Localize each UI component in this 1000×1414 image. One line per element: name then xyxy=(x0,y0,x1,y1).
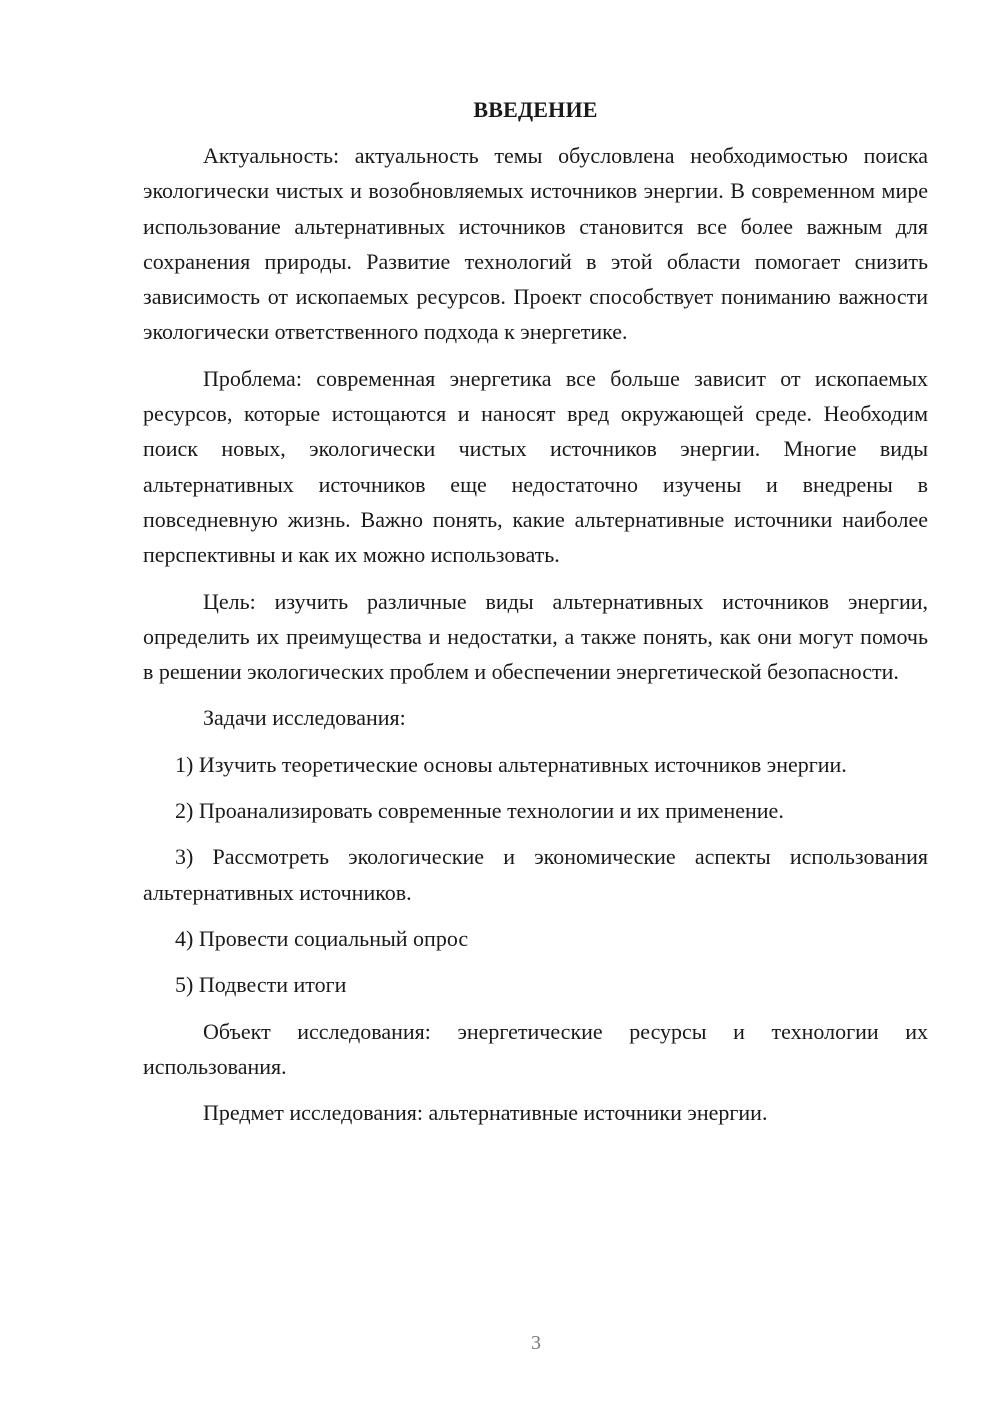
paragraph-goal: Цель: изучить различные виды альтернативных источников энергии, определить их преимущества и недостатки, а также понять, как они могут помочь в решении экологических проблем и обеспечении энергетической безопасности. xyxy=(143,588,928,685)
task-item-1: 1) Изучить теоретические основы альтернативных источников энергии. xyxy=(175,751,847,777)
page-number: 3 xyxy=(531,1332,541,1354)
task-item-4: 4) Провести социальный опрос xyxy=(175,925,469,951)
section-title: ВВЕДЕНИЕ xyxy=(473,97,598,122)
paragraph-problem: Проблема: современная энергетика все больше зависит от ископаемых ресурсов, которые истощаются и наносят вред окружающей среде. Необходим поиск новых, экологически чистых источников энергии. Многие виды альтернативных источников еще недостаточно изучены и внедрены в повседневную жизнь. Важно понять, какие альтернативные источники наиболее перспективны и как их можно использовать. xyxy=(143,365,928,568)
task-item-2: 2) Проанализировать современные технологии и их применение. xyxy=(175,798,784,824)
task-item-5: 5) Подвести итоги xyxy=(175,972,347,998)
document-page xyxy=(143,92,928,1130)
paragraph-relevance: Актуальность: актуальность темы обусловлена необходимостью поиска экологически чистых и возобновляемых источников энергии. В современном мире использование альтернативных источников становится все более важным для сохранения природы. Развитие технологий в этой области помогает снизить зависимость от ископаемых ресурсов. Проект способствует пониманию важности экологически ответственного подхода к энергетике. xyxy=(143,143,928,345)
paragraph-object: Объект исследования: энергетические ресурсы и технологии их использования. xyxy=(143,1018,928,1079)
paragraph-subject: Предмет исследования: альтернативные источники энергии. xyxy=(203,1100,768,1126)
tasks-heading: Задачи исследования: xyxy=(203,705,406,731)
task-item-3: 3) Рассмотреть экологические и экономические аспекты использования альтернативных источников. xyxy=(143,844,928,905)
